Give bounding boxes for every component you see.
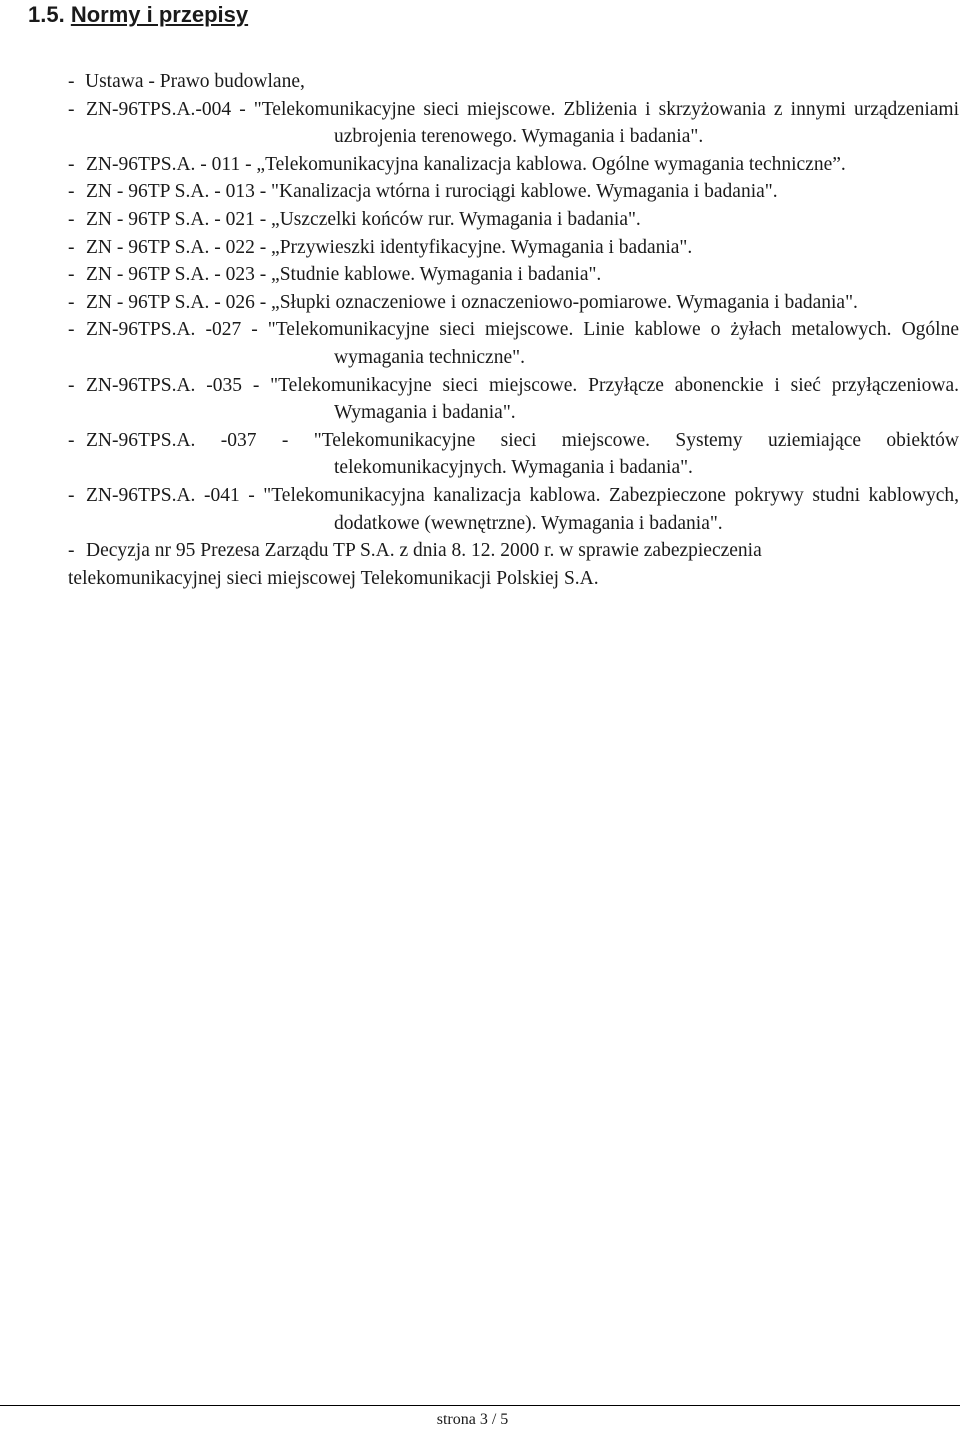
decision-text [68,537,959,592]
list-dash: - [68,429,75,451]
section-number: 1.5. [28,2,65,27]
list-item [68,289,959,317]
list-dash: - [68,291,75,313]
list-dash: - [68,264,75,286]
list-item-text: ZN - 96TP S.A. - 013 - "Kanalizacja wtórna i rurociągi kablowe. Wymagania i badania". [86,181,778,203]
list-item-text: ZN-96TPS.A. -027 - "Telekomunikacyjne sieci miejscowe. Linie kablowe o żyłach metalowych. Ogólne wymagania techniczne". [86,319,959,368]
list-dash: - [68,236,75,258]
section-heading [28,0,248,30]
list-item [68,316,959,371]
list-item-text: ZN-96TPS.A. -035 - "Telekomunikacyjne sieci miejscowe. Przyłącze abonenckie i sieć przyłączeniowa. Wymagania i badania". [86,374,959,424]
footer-divider [0,1405,960,1406]
section-title: Normy i przepisy [70,2,249,27]
list-dash: - [68,153,75,175]
decision-line-1: Decyzja nr 95 Prezesa Zarządu TP S.A. z dnia 8. 12. 2000 r. w sprawie zabezpieczenia [86,540,762,562]
list-item [68,68,959,96]
list-dash: - [68,319,75,341]
list-item-text: ZN-96TPS.A.-004 - "Telekomunikacyjne sieci miejscowe. Zbliżenia i skrzyżowania z innymi urządzeniami uzbrojenia terenowego. Wymagania i badania". [86,98,959,148]
list-item-text: ZN - 96TP S.A. - 026 - „Słupki oznaczeniowe i oznaczeniowo-pomiarowe. Wymagania i badania". [86,291,858,313]
list-dash: - [68,540,75,562]
standards-list [68,68,959,592]
list-item-text: ZN-96TPS.A. -037 - "Telekomunikacyjne sieci miejscowe. Systemy uziemiające obiektów telekomunikacyjnych. Wymagania i badania". [86,429,959,479]
list-item [68,178,959,206]
list-item-text: Ustawa - Prawo budowlane, [85,71,305,92]
list-item-text: ZN - 96TP S.A. - 022 - „Przywieszki identyfikacyjne. Wymagania i badania". [86,236,693,258]
list-item [68,151,959,179]
list-item-text: ZN - 96TP S.A. - 023 - „Studnie kablowe. Wymagania i badania". [86,264,602,286]
list-dash: - [68,71,75,92]
list-dash: - [68,484,75,506]
list-item-decision [68,537,959,592]
list-item [68,234,959,262]
list-dash: - [68,181,75,203]
list-item-text: ZN-96TPS.A. - 011 - „Telekomunikacyjna kanalizacja kablowa. Ogólne wymagania techniczne”. [86,153,846,175]
list-item [68,96,959,151]
decision-line-2: telekomunikacyjnej sieci miejscowej Telekomunikacji Polskiej S.A. [68,567,599,589]
list-dash: - [68,374,75,396]
page-number: strona 3 / 5 [436,1411,509,1428]
list-item [68,372,959,427]
list-item-text: ZN - 96TP S.A. - 021 - „Uszczelki końców rur. Wymagania i badania". [86,208,641,230]
list-dash: - [68,208,75,230]
list-item [68,482,959,537]
list-dash: - [68,98,75,120]
list-item-text: ZN-96TPS.A. -041 - "Telekomunikacyjna kanalizacja kablowa. Zabezpieczone pokrywy studni kablowych, dodatkowe (wewnętrzne). Wymagania i badania". [86,484,959,534]
list-item [68,427,959,482]
list-item [68,206,959,234]
list-item [68,261,959,289]
